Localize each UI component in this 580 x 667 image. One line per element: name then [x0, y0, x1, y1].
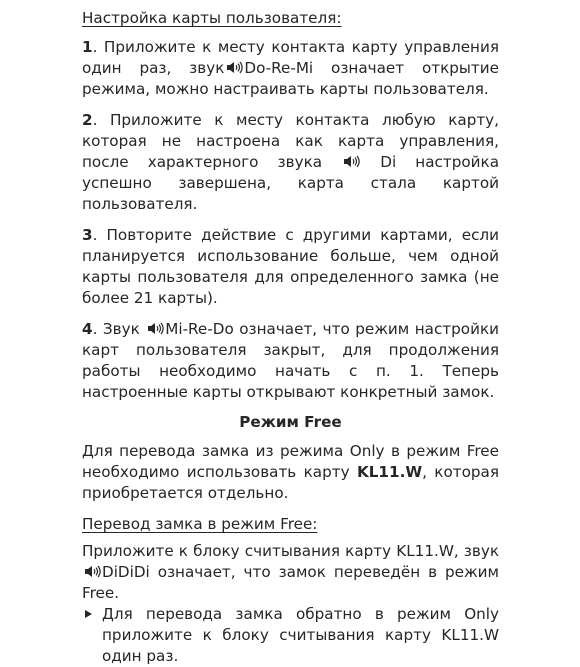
- step-number: 2: [82, 111, 93, 129]
- speaker-sound-icon: [147, 322, 164, 335]
- step-2: 2. Приложите к месту контакта любую карту, которая не настроена как карта управления, после характерного звука Di настройка успешно завершена, карта стала картой пользователя.: [82, 111, 500, 213]
- speaker-sound-icon: [84, 565, 101, 578]
- free-mode-intro: Для перевода замка из режима Only в режим Free необходимо использовать карту KL11.W, которая приобретается отдельно.: [82, 442, 499, 502]
- transfer-instruction: Приложите к блоку считывания карту KL11.W, звук DiDiDi означает, что замок переведён в режим Free.: [82, 542, 499, 602]
- transfer-heading: Перевод замка в режим Free:: [82, 515, 318, 533]
- setup-heading: Настройка карты пользователя:: [82, 9, 342, 27]
- step-4: 4. Звук Mi-Re-Do означает, что режим настройки карт пользователя закрыт, для продолжения работы необходимо начать с п. 1. Теперь настроенные карты открывают конкретный замок.: [82, 320, 499, 401]
- step-number: 4: [82, 320, 93, 338]
- step-1: 1. Приложите к месту контакта карту управления один раз, звук Do-Re-Mi означает открытие режима, можно настраивать карты пользователя.: [82, 38, 499, 98]
- step-number: 3: [82, 226, 93, 244]
- step-number: 1: [82, 38, 93, 56]
- speaker-sound-icon: [226, 61, 243, 74]
- sound-name: DiDiDi: [102, 563, 150, 581]
- instruction-page: [82, 8, 499, 667]
- card-model: KL11.W: [356, 463, 423, 481]
- bullet-text: Для перевода замка обратно в режим Only приложите к блоку считывания карту KL11.W один раз.: [102, 605, 499, 665]
- sound-name: Di: [361, 153, 397, 171]
- sound-name: Mi-Re-Do: [165, 320, 234, 338]
- bullet-item: [82, 604, 499, 667]
- triangle-bullet-icon: [85, 610, 92, 618]
- speaker-sound-icon: [343, 155, 360, 168]
- step-3: 3. Повторите действие с другими картами, если планируется использование больше, чем одной карты пользователя для определенного замка (не более 21 карты).: [82, 226, 499, 307]
- free-mode-title: Режим Free: [239, 413, 342, 431]
- sound-name: Do-Re-Mi: [244, 59, 314, 77]
